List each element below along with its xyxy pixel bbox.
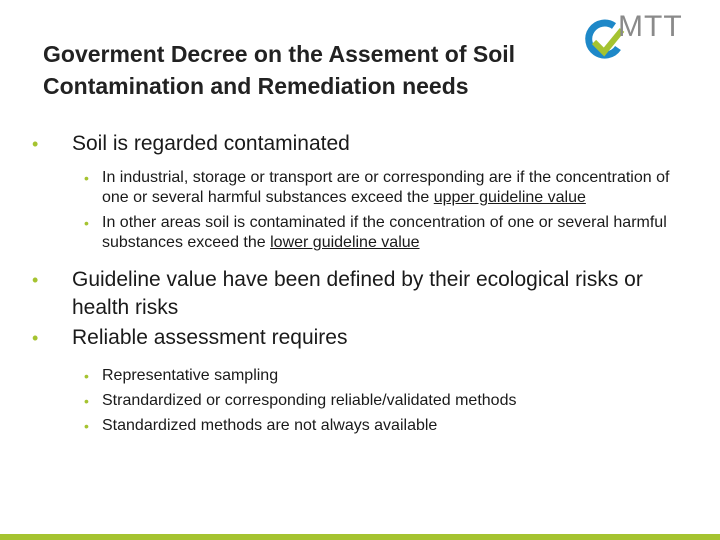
bullet-dot-icon: • [84,393,89,409]
sub-bullet-sampling [32,366,692,386]
sub-bullet-text: Representative sampling [102,367,279,384]
bullet-reliable-assessment [32,324,692,352]
bullet-dot-icon: • [32,270,39,290]
sub-bullet-availability [32,416,692,436]
sub-bullet-industrial [32,168,692,208]
bullet-dot-icon: • [84,418,89,434]
bottom-accent-bar [0,534,720,540]
bullet-dot-icon: • [32,134,39,154]
upper-guideline-value: upper guideline value [433,189,586,206]
title-line-1: Goverment Decree on the Assement of Soil [43,41,516,67]
logo-text: MTT [618,10,683,43]
sub-bullet-text: Strandardized or corresponding reliable/validated methods [102,392,517,409]
lower-guideline-value: lower guideline value [270,234,420,251]
bullet-guideline-value [32,266,692,322]
sub-bullet-methods [32,391,692,411]
title-line-2: Contamination and Remediation needs [43,73,469,99]
bullet-soil-contaminated [32,130,692,158]
bullet-dot-icon: • [32,328,39,348]
slide-title [43,38,663,102]
sub-bullet-text: In industrial, storage or transport are or corresponding are if the concentration of one or several harmful substances exceed the [102,169,670,206]
sub-bullet-other-areas [32,213,692,253]
sub-bullet-text: Standardized methods are not always available [102,417,438,434]
bullet-text: Guideline value have been defined by their ecological risks or health risks [72,268,643,319]
bullet-dot-icon: • [84,368,89,384]
bullet-dot-icon: • [84,215,89,231]
slide-content [32,130,692,441]
bullet-text: Reliable assessment requires [72,326,348,349]
bullet-text: Soil is regarded contaminated [72,132,350,155]
bullet-dot-icon: • [84,170,89,186]
sub-bullet-text: In other areas soil is contaminated if the concentration of one or several harmful substances exceed the [102,214,667,251]
